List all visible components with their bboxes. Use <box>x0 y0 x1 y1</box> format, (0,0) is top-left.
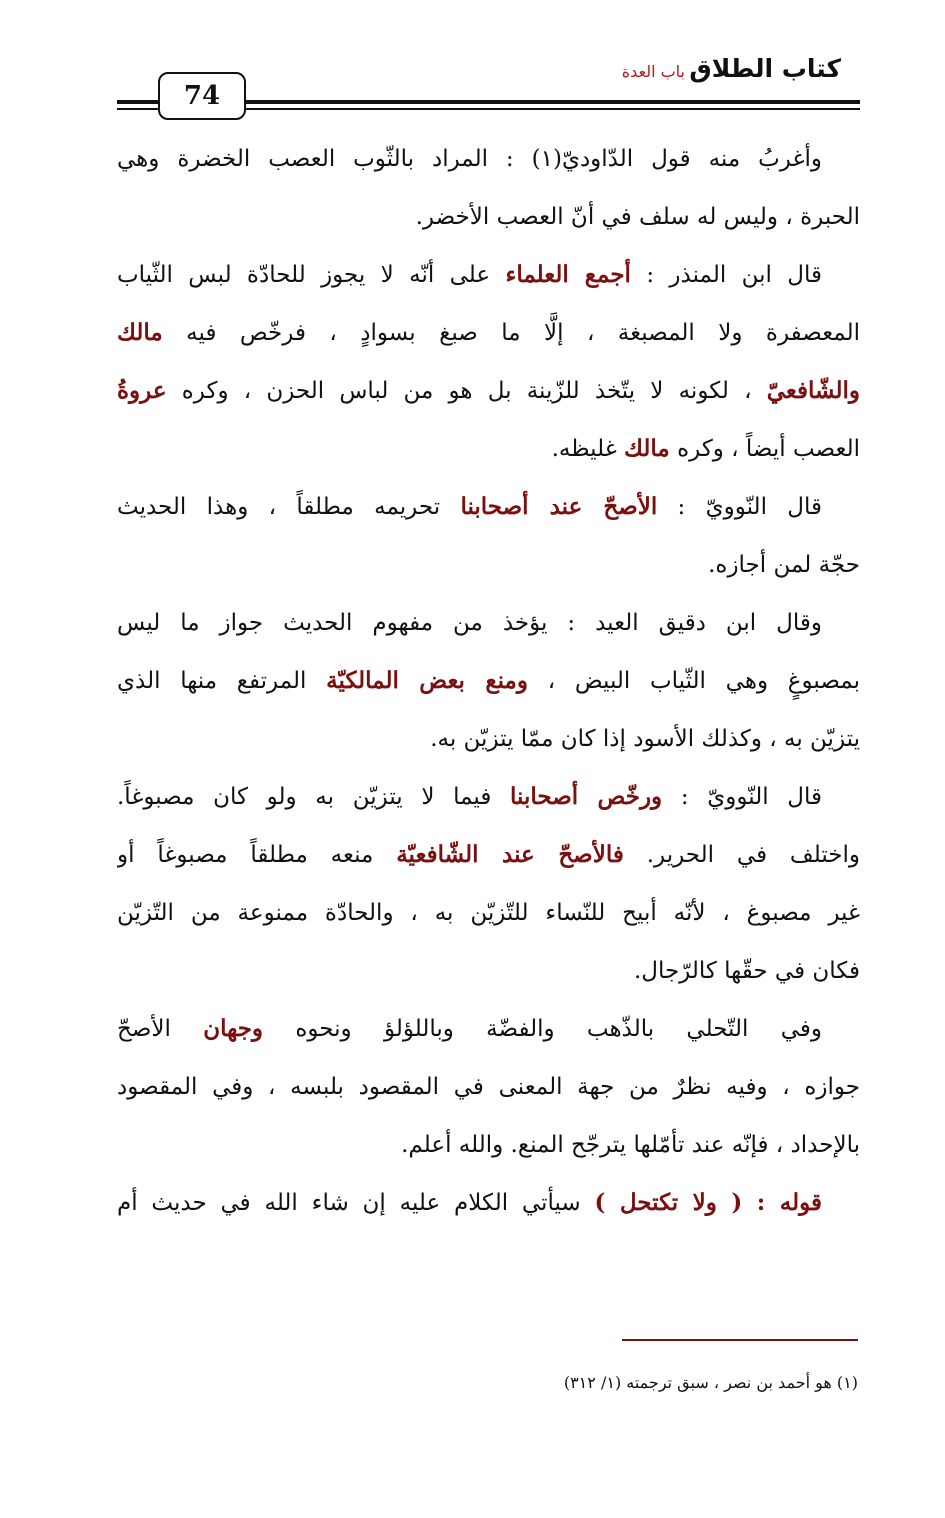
page-number: 74 <box>158 72 246 120</box>
text-segment: الأصحّ <box>117 1016 204 1042</box>
text-segment: يتزيّن به ، وكذلك الأسود إذا كان ممّا يتزيّن به. <box>430 726 860 752</box>
text-line <box>117 710 860 768</box>
text-segment: قال ابن المنذر : <box>630 262 822 288</box>
text-line <box>117 304 860 362</box>
text-segment: المعصفرة ولا المصبغة ، إلَّا ما صبغ بسوادٍ ، فرخّص فيه <box>162 320 860 346</box>
highlighted-term: أجمع العلماء <box>505 261 631 288</box>
text-line <box>117 362 860 420</box>
text-segment: وفي التّحلي بالذّهب والفضّة وباللؤلؤ ونحوه <box>263 1016 822 1042</box>
highlighted-term: الأصحّ عند أصحابنا <box>460 493 658 520</box>
highlighted-term: عروةُ <box>117 377 167 404</box>
highlighted-term: مالك <box>624 435 670 462</box>
text-segment: الحبرة ، وليس له سلف في أنّ العصب الأخضر. <box>415 204 860 230</box>
highlighted-term: فالأصحّ عند الشّافعيّة <box>396 841 624 868</box>
text-line <box>117 768 860 826</box>
text-line <box>117 1174 860 1232</box>
text-segment: فيما لا يتزيّن به ولو كان مصبوغاً. <box>117 784 511 810</box>
text-segment: : المراد بالثّوب العصب الخضرة وهي <box>117 146 532 172</box>
page-header <box>0 0 945 125</box>
text-segment: على أنّه لا يجوز للحادّة لبس الثّياب <box>117 262 506 288</box>
text-segment: جوازه ، وفيه نظرٌ من جهة المعنى في المقصود بلبسه ، وفي المقصود <box>117 1074 860 1100</box>
text-line <box>117 536 860 594</box>
text-segment: غير مصبوغ ، لأنّه أبيح للنّساء للتّزيّن به ، والحادّة ممنوعة من التّزيّن <box>117 900 860 926</box>
text-line <box>117 594 860 652</box>
text-segment: المرتفع منها الذي <box>117 668 327 694</box>
text-line <box>117 478 860 536</box>
highlighted-term: قوله : ( ولا تكتحل ) <box>594 1189 822 1216</box>
text-segment: سيأتي الكلام عليه إن شاء الله في حديث أم <box>117 1190 595 1216</box>
text-line <box>117 1058 860 1116</box>
text-segment: ، لكونه لا يتّخذ للزّينة بل هو من لباس الحزن ، وكره <box>166 378 767 404</box>
text-segment: حجّة لمن أجازه. <box>708 552 860 578</box>
highlighted-term: ورخّص أصحابنا <box>510 783 663 810</box>
highlighted-term: مالك <box>117 319 163 346</box>
text-segment: (١) <box>531 146 562 172</box>
text-segment: وأغربُ منه قول الدّاوديّ <box>561 146 822 172</box>
text-line <box>117 246 860 304</box>
text-segment: غليظه. <box>551 436 625 462</box>
main-text <box>117 130 860 1232</box>
text-segment: تحريمه مطلقاً ، وهذا الحديث <box>117 494 461 520</box>
text-segment: قال النّوويّ : <box>657 494 822 520</box>
highlighted-term: ومنع بعض المالكيّة <box>326 667 528 694</box>
text-line <box>117 1116 860 1174</box>
text-line <box>117 652 860 710</box>
text-line <box>117 1000 860 1058</box>
text-segment: منعه مطلقاً مصبوغاً أو <box>117 842 397 868</box>
text-line <box>117 826 860 884</box>
text-segment: العصب أيضاً ، وكره <box>669 436 860 462</box>
book-title: كتاب الطلاق <box>689 54 841 83</box>
text-segment: قال النّوويّ : <box>662 784 822 810</box>
text-segment: فكان في حقّها كالرّجال. <box>633 958 860 984</box>
footnote-separator <box>622 1339 858 1341</box>
text-line <box>117 884 860 942</box>
chapter-title: باب العدة <box>621 62 685 81</box>
text-line <box>117 130 860 188</box>
highlighted-term: وجهان <box>203 1015 264 1042</box>
text-segment: بمصبوغٍ وهي الثّياب البيض ، <box>527 668 860 694</box>
text-segment: وقال ابن دقيق العيد : يؤخذ من مفهوم الحديث جواز ما ليس <box>117 610 822 636</box>
text-line <box>117 420 860 478</box>
footnote: (١) هو أحمد بن نصر ، سبق ترجمته (١/ ٣١٢) <box>563 1373 858 1392</box>
text-segment: واختلف في الحرير. <box>623 842 860 868</box>
text-line <box>117 188 860 246</box>
text-line <box>117 942 860 1000</box>
highlighted-term: والشّافعيّ <box>766 377 860 404</box>
text-segment: بالإحداد ، فإنّه عند تأمّلها يترجّح المنع. والله أعلم. <box>401 1132 860 1158</box>
